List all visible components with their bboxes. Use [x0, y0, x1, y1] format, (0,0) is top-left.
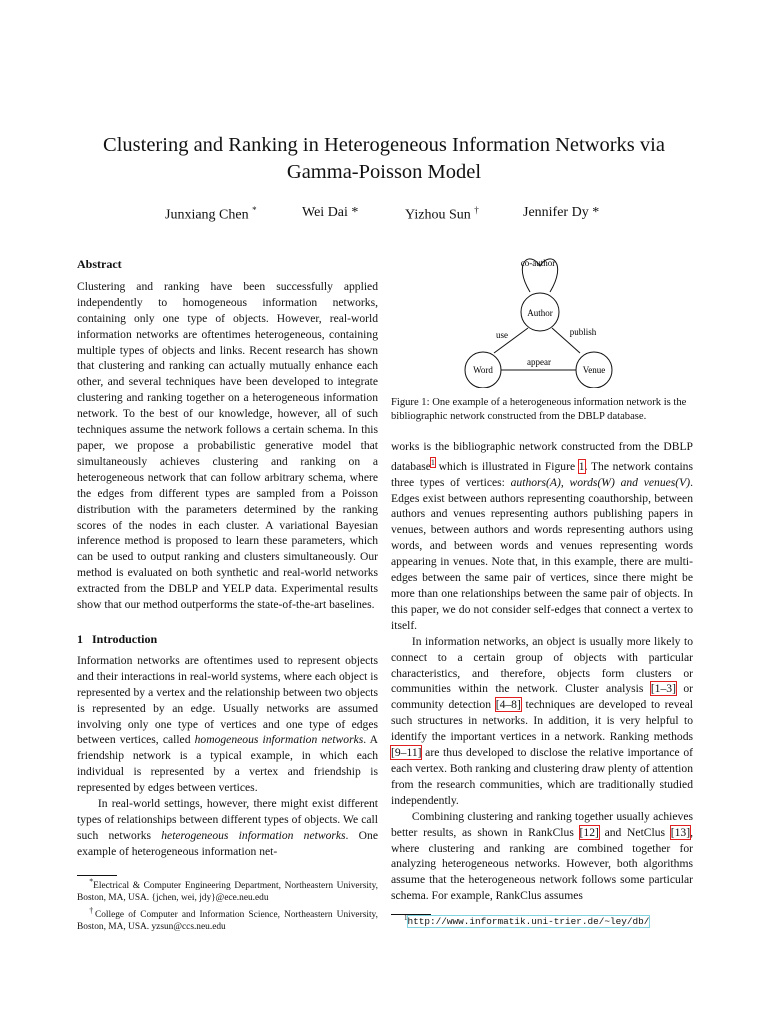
edge-coauthor-label: co-author: [520, 258, 556, 268]
abstract-heading: Abstract: [77, 257, 122, 271]
right-paragraph-3: Combining clustering and ranking together usually achieves better results, as shown in RankClus [12] and NetClus [13], where clustering and ranking are combined together for analyzing heterogeneous networks. However, both algorithms assume that the heterogeneous network follows some particular schema. For example, RankClus assumes: [391, 809, 693, 903]
right-paragraph-1: works is the bibliographic network constructed from the DBLP database$^1$ which is illustrated in Figure 1. The network contains three types of vertices: authors(A), words(W) and venues(V). Edges exist between authors representing coauthorship, between authors and venues representing authors publishing papers in venues, between authors and words representing authors using words, and between words and venues representing words appearing in venues. Note that, in this example, there are multi-edges between the same pair of vertices, since there might be more than one relationships between the same pair of objects. In this paper, we do not consider self-edges that connect a vertex to itself.: [391, 440, 693, 632]
right-column-text: [391, 439, 693, 904]
dblp-url-link[interactable]: http://www.informatik.uni-trier.de/~ley/db/: [407, 916, 650, 928]
intro-paragraph-1: Information networks are oftentimes used to represent objects and their interactions in real-world systems, where each object is represented by a vertex and the relationship between two objects is represented by an edge. Usually networks are assumed involving only one type of vertices and one type of edges between vertices, called homogeneous information networks. A friendship network is a typical example, in which each individual is represented by a vertex and friendship is represented by edges between vertices.: [77, 653, 379, 795]
intro-paragraph-2: In real-world settings, however, there might exist different types of relationships between different types of objects. We call such networks heterogeneous information networks. One example of heterogeneous information net-: [77, 797, 378, 858]
figure-1-link[interactable]: 1: [578, 459, 585, 473]
paper-title: [40, 132, 728, 186]
citation-link-9-11[interactable]: [9–11]: [391, 746, 422, 760]
edge-use-label: use: [496, 330, 508, 340]
introduction-heading: 1 Introduction: [77, 632, 158, 646]
author-4: Jennifer Dy *: [523, 205, 600, 220]
introduction-section: [77, 632, 378, 860]
edge-appear-label: appear: [527, 357, 551, 367]
footnotes-left: [77, 876, 378, 933]
right-paragraph-2: In information networks, an object is usually more likely to connect to a certain group of objects with particular characteristics, and therefore, objects form clusters or communities within the network. Cluster analysis [1–3] or community detection [4–8] techniques are developed to reveal such structures in networks. In addition, it is very helpful to identify the important vertices in a network. Ranking methods [9–11] are thus developed to disclose the relative importance of each vertex. Both ranking and clustering draw plenty of attention from the research communities, which are traditionally studied independently.: [391, 634, 694, 807]
node-author-label: Author: [527, 308, 553, 318]
author-2: Wei Dai *: [302, 205, 359, 220]
citation-link-4-8[interactable]: [4–8]: [495, 698, 521, 712]
title-line-1: Clustering and Ranking in Heterogeneous Information Networks via: [103, 134, 665, 156]
author-1: Junxiang Chen *: [165, 205, 257, 223]
footnote-url: $^1$http://www.informatik.uni-trier.de/~ley/db/: [404, 914, 650, 928]
citation-link-12[interactable]: [12]: [579, 825, 599, 839]
edge-publish-label: publish: [569, 327, 597, 337]
footnote-affiliation-2: †College of Computer and Information Science, Northeastern University, Boston, MA, USA. yzsun@ccs.neu.edu: [77, 905, 378, 933]
node-word-label: Word: [473, 365, 493, 375]
citation-link-13[interactable]: [13]: [670, 825, 691, 839]
node-venue-label: Venue: [582, 365, 606, 375]
abstract-section: [77, 257, 378, 613]
author-3: Yizhou Sun †: [405, 205, 479, 223]
title-line-2: Gamma-Poisson Model: [286, 161, 482, 183]
citation-link-1-3[interactable]: [1–3]: [650, 682, 676, 696]
figure-caption: Figure 1: One example of a heterogeneous information network is the bibliographic network constructed from the DBLP database.: [391, 397, 687, 422]
footnote-affiliation-1: *Electrical & Computer Engineering Department, Northeastern University, Boston, MA, USA. {jchen, wei, jdy}@ece.neu.edu: [77, 877, 378, 904]
footnote-link-1[interactable]: 1: [430, 457, 435, 467]
abstract-text: Clustering and ranking have been successfully applied independently to homogeneous information networks, containing only one type of objects. However, real-world information networks are oftentimes heterogeneous, containing multiple types of objects and links. Recent research has shown that clustering and ranking can actually mutually enhance each other, and several techniques have been developed to integrate clustering and ranking together on a heterogeneous information network. To the best of our knowledge, however, all of such techniques assume the network follows a certain schema. In this paper, we propose a probabilistic generative model that simultaneously achieves clustering and ranking on a heterogeneous network that can follow arbitrary schema, where the edges from different types are sampled from a Poisson distribution with the parameters determined by the ranking scores of the nodes in each cluster. A variational Bayesian inference method is proposed to learn these parameters, which can be used to output ranking and clusters simultaneously. Our method is evaluated on both synthetic and real-world networks extracted from the DBLP and YELP data. Experimental results show that our method outperforms the state-of-the-art baselines.: [77, 279, 378, 612]
figure-network-diagram: [440, 252, 640, 388]
